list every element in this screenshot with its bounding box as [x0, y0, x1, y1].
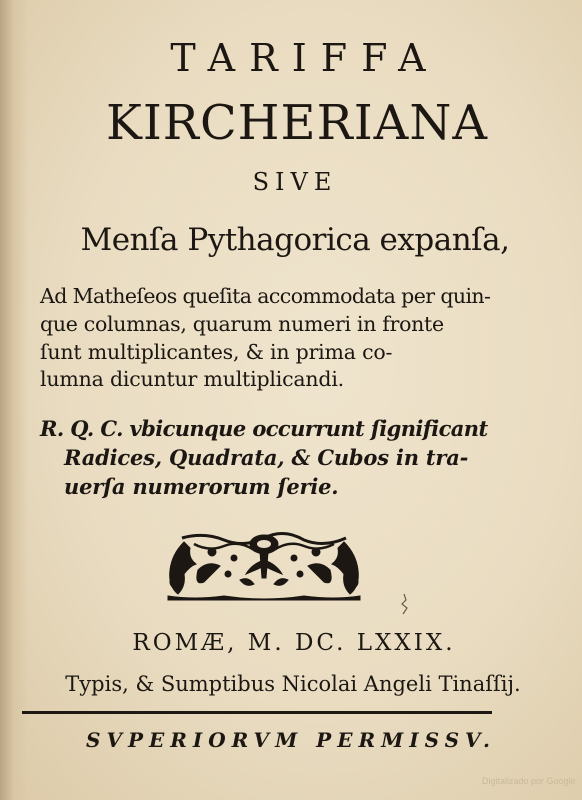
title-conjunction: SIVE [252, 168, 338, 196]
note-line: uerſa numerorum ſerie. [64, 474, 339, 499]
description-line: Ad Matheſeos queſita accommodata per quin- [40, 284, 491, 308]
description-line: que columnas, quarum numeri in fronte [40, 312, 444, 336]
permission-line: SVPERIORVM PERMISSV. [86, 728, 496, 752]
title-line-1: TARIFFA [170, 36, 440, 80]
imprint-place-date: ROMÆ, M. DC. LXXIX. [132, 630, 456, 656]
scan-watermark: Digitalizado por Google [482, 776, 576, 786]
note-line: Radices, Quadrata, & Cubos in tra- [64, 445, 469, 470]
description-line: ſunt multiplicantes, & in prima co- [40, 340, 393, 364]
imprint-printer: Typis, & Sumptibus Nicolai Angeli Tinaſſij. [65, 672, 521, 696]
note-line: R. Q. C. vbicunque occurrunt ſignificant [40, 416, 488, 441]
title-line-2: KIRCHERIANA [105, 95, 488, 151]
subtitle: Menſa Pythagorica expanſa, [80, 222, 510, 258]
horizontal-rule [22, 711, 492, 714]
description-line: lumna dicuntur multiplicandi. [40, 367, 344, 391]
ink-smudge-mark [396, 592, 412, 616]
floral-headpiece-ornament-icon [164, 530, 364, 602]
